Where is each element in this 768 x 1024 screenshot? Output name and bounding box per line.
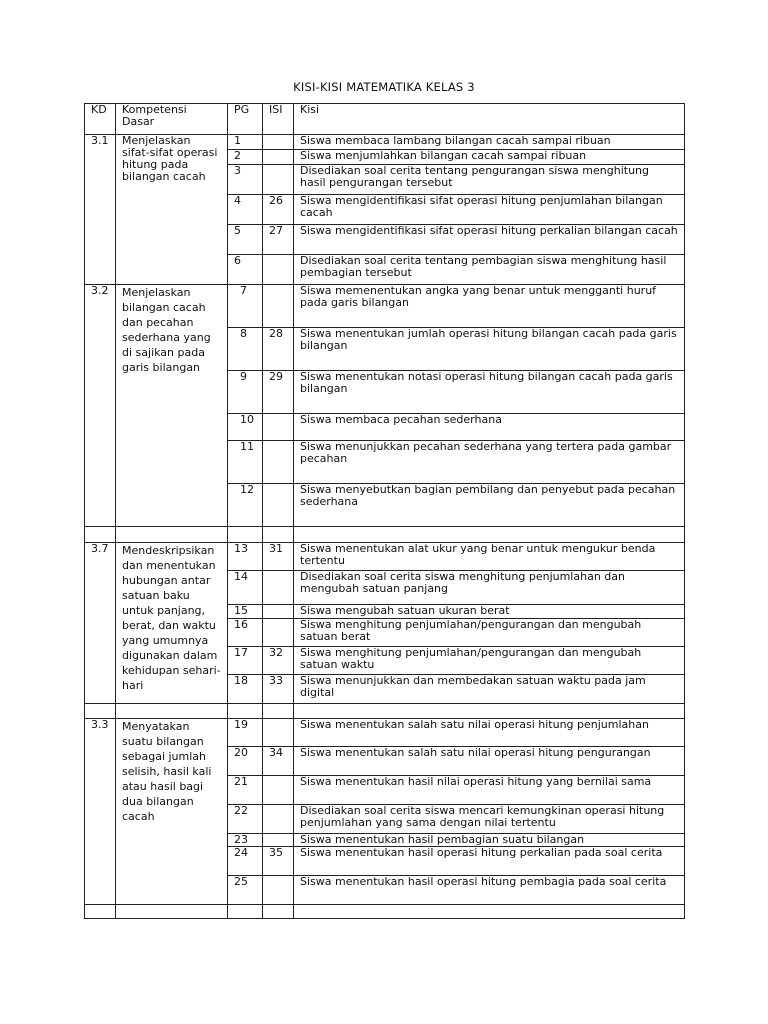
- isi-cell: [263, 876, 294, 905]
- empty-cell: [263, 527, 294, 543]
- isi-cell: [263, 834, 294, 847]
- kisi-cell: Siswa menghitung penjumlahan/pengurangan dan mengubah satuan waktu: [294, 647, 685, 675]
- kisi-cell: Siswa menentukan salah satu nilai operasi hitung penjumlahan: [294, 719, 685, 747]
- kisi-cell: Siswa membaca pecahan sederhana: [294, 414, 685, 441]
- empty-cell: [85, 527, 116, 543]
- pg-cell: 18: [228, 675, 263, 704]
- kd-cell: 3.7: [85, 543, 116, 704]
- kisi-cell: Siswa menyebutkan bagian pembilang dan penyebut pada pecahan sederhana: [294, 484, 685, 527]
- pg-cell: 14: [228, 571, 263, 605]
- pg-cell: 4: [228, 195, 263, 225]
- pg-cell: 11: [228, 441, 263, 484]
- header-kompetensi: Kompetensi Dasar: [116, 104, 228, 135]
- isi-cell: [263, 135, 294, 150]
- empty-cell: [228, 905, 263, 919]
- kisi-cell: Disediakan soal cerita siswa mencari kemungkinan operasi hitung penjumlahan yang sama dengan nilai tertentu: [294, 805, 685, 834]
- kd-cell: 3.1: [85, 135, 116, 285]
- isi-cell: [263, 484, 294, 527]
- kisi-cell: Disediakan soal cerita siswa menghitung penjumlahan dan mengubah satuan panjang: [294, 571, 685, 605]
- isi-cell: [263, 619, 294, 647]
- empty-cell: [294, 905, 685, 919]
- kd-cell: 3.3: [85, 719, 116, 905]
- isi-cell: 26: [263, 195, 294, 225]
- kisi-cell: Disediakan soal cerita tentang pembagian siswa menghitung hasil pembagian tersebut: [294, 255, 685, 285]
- pg-cell: 9: [228, 371, 263, 414]
- isi-cell: 27: [263, 225, 294, 255]
- pg-cell: 17: [228, 647, 263, 675]
- pg-cell: 16: [228, 619, 263, 647]
- kisi-cell: Siswa menentukan salah satu nilai operasi hitung pengurangan: [294, 747, 685, 776]
- pg-cell: 2: [228, 150, 263, 165]
- pg-cell: 5: [228, 225, 263, 255]
- isi-cell: [263, 571, 294, 605]
- header-row: [85, 104, 685, 135]
- kisi-cell: Siswa menghitung penjumlahan/pengurangan dan mengubah satuan berat: [294, 619, 685, 647]
- document-title: KISI-KISI MATEMATIKA KELAS 3: [293, 80, 475, 94]
- empty-cell: [116, 905, 228, 919]
- empty-cell: [294, 704, 685, 719]
- pg-cell: 1: [228, 135, 263, 150]
- isi-cell: 31: [263, 543, 294, 571]
- kisi-cell: Siswa menentukan jumlah operasi hitung bilangan cacah pada garis bilangan: [294, 328, 685, 371]
- kompetensi-cell: Menjelaskan bilangan cacah dan pecahan sederhana yang di sajikan pada garis bilangan: [116, 285, 228, 527]
- pg-cell: 22: [228, 805, 263, 834]
- isi-cell: [263, 719, 294, 747]
- kisi-cell: Siswa menunjukkan dan membedakan satuan waktu pada jam digital: [294, 675, 685, 704]
- kisi-cell: Siswa menentukan hasil nilai operasi hitung yang bernilai sama: [294, 776, 685, 805]
- pg-cell: 12: [228, 484, 263, 527]
- kisi-cell: Siswa menentukan notasi operasi hitung bilangan cacah pada garis bilangan: [294, 371, 685, 414]
- empty-cell: [294, 527, 685, 543]
- pg-cell: 15: [228, 605, 263, 619]
- kisi-cell: Siswa mengidentifikasi sifat operasi hitung perkalian bilangan cacah: [294, 225, 685, 255]
- spacer-row: [85, 704, 685, 719]
- spacer-row: [85, 527, 685, 543]
- kisi-cell: Siswa menentukan hasil operasi hitung perkalian pada soal cerita: [294, 847, 685, 876]
- pg-cell: 20: [228, 747, 263, 776]
- empty-cell: [263, 704, 294, 719]
- isi-cell: 29: [263, 371, 294, 414]
- kisi-cell: Siswa menunjukkan pecahan sederhana yang tertera pada gambar pecahan: [294, 441, 685, 484]
- isi-cell: [263, 255, 294, 285]
- kisi-cell: Siswa menentukan alat ukur yang benar untuk mengukur benda tertentu: [294, 543, 685, 571]
- isi-cell: 28: [263, 328, 294, 371]
- table-row: [85, 135, 685, 150]
- empty-cell: [85, 905, 116, 919]
- isi-cell: [263, 805, 294, 834]
- pg-cell: 19: [228, 719, 263, 747]
- pg-cell: 8: [228, 328, 263, 371]
- pg-cell: 23: [228, 834, 263, 847]
- pg-cell: 10: [228, 414, 263, 441]
- pg-cell: 3: [228, 165, 263, 195]
- kisi-cell: Disediakan soal cerita tentang pengurangan siswa menghitung hasil pengurangan tersebut: [294, 165, 685, 195]
- isi-cell: 34: [263, 747, 294, 776]
- pg-cell: 24: [228, 847, 263, 876]
- isi-cell: 33: [263, 675, 294, 704]
- kisi-cell: Siswa menentukan hasil pembagian suatu bilangan: [294, 834, 685, 847]
- isi-cell: [263, 776, 294, 805]
- kompetensi-cell: Mendeskripsikan dan menentukan hubungan antar satuan baku untuk panjang, berat, dan waktu yang umumnya digunakan dalam kehidupan sehari-hari: [116, 543, 228, 704]
- kisi-cell: Siswa mengubah satuan ukuran berat: [294, 605, 685, 619]
- isi-cell: [263, 441, 294, 484]
- pg-cell: 21: [228, 776, 263, 805]
- spacer-row: [85, 905, 685, 919]
- empty-cell: [85, 704, 116, 719]
- isi-cell: [263, 285, 294, 328]
- pg-cell: 6: [228, 255, 263, 285]
- empty-cell: [116, 527, 228, 543]
- pg-cell: 13: [228, 543, 263, 571]
- kisi-table: [84, 103, 685, 919]
- kompetensi-cell: Menjelaskan sifat-sifat operasi hitung pada bilangan cacah: [116, 135, 228, 285]
- pg-cell: 7: [228, 285, 263, 328]
- empty-cell: [228, 704, 263, 719]
- header-kd: KD: [85, 104, 116, 135]
- isi-cell: [263, 605, 294, 619]
- table-row: [85, 285, 685, 328]
- table-row: [85, 543, 685, 571]
- kompetensi-cell: Menyatakan suatu bilangan sebagai jumlah selisih, hasil kali atau hasil bagi dua bilangan cacah: [116, 719, 228, 905]
- kisi-cell: Siswa membaca lambang bilangan cacah sampai ribuan: [294, 135, 685, 150]
- isi-cell: 32: [263, 647, 294, 675]
- isi-cell: [263, 165, 294, 195]
- empty-cell: [228, 527, 263, 543]
- isi-cell: 35: [263, 847, 294, 876]
- header-pg: PG: [228, 104, 263, 135]
- isi-cell: [263, 414, 294, 441]
- isi-cell: [263, 150, 294, 165]
- pg-cell: 25: [228, 876, 263, 905]
- empty-cell: [116, 704, 228, 719]
- table-row: [85, 719, 685, 747]
- kisi-cell: Siswa menentukan hasil operasi hitung pembagia pada soal cerita: [294, 876, 685, 905]
- header-kisi: Kisi: [294, 104, 685, 135]
- kisi-cell: Siswa memenentukan angka yang benar untuk mengganti huruf pada garis bilangan: [294, 285, 685, 328]
- empty-cell: [263, 905, 294, 919]
- kd-cell: 3.2: [85, 285, 116, 527]
- kisi-cell: Siswa menjumlahkan bilangan cacah sampai ribuan: [294, 150, 685, 165]
- kisi-cell: Siswa mengidentifikasi sifat operasi hitung penjumlahan bilangan cacah: [294, 195, 685, 225]
- header-isi: ISI: [263, 104, 294, 135]
